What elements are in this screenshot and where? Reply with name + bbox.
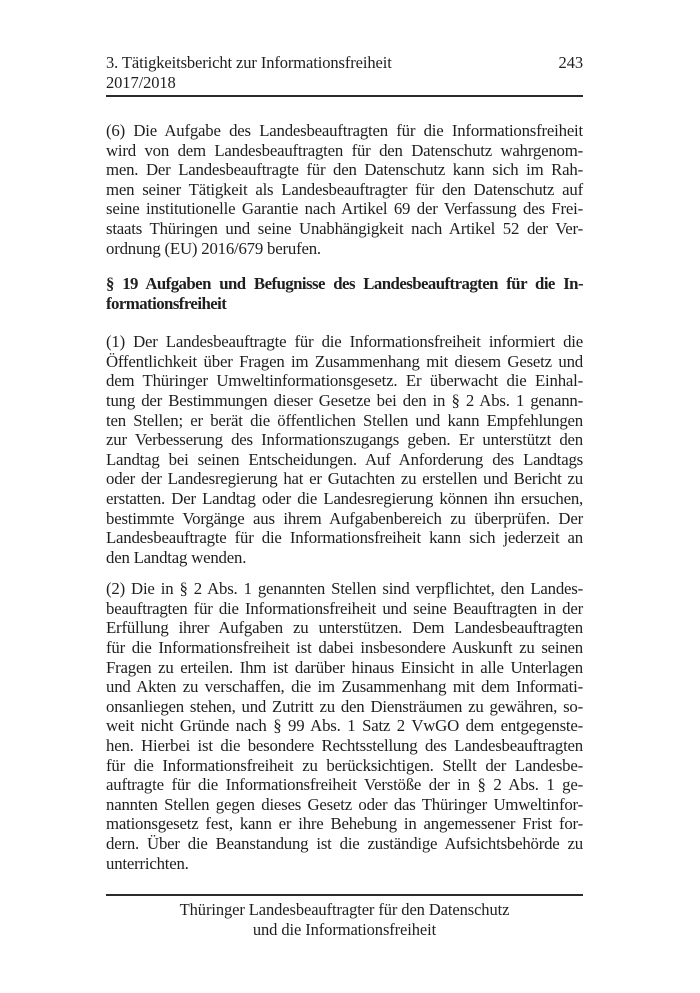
text-line: unterrichten. (106, 853, 189, 873)
text-line: für die Informationsfreiheit ist dabei insbesondere Auskunft zu seinen (106, 638, 583, 658)
text-line: ten Stellen; er berät die öffentlichen Stellen und kann Empfehlungen (106, 410, 583, 430)
text-line: formationsfreiheit (106, 294, 227, 314)
text-line: dern. Über die Beanstandung ist die zuständige Aufsichtsbehörde zu (106, 834, 583, 853)
paragraph-1 (106, 332, 583, 567)
paragraph-6 (106, 121, 583, 258)
text-line: auftragte für die Informationsfreiheit Verstöße der in § 2 Abs. 1 ge- (106, 775, 583, 795)
page-footer (106, 894, 583, 940)
text-line: Fragen zu erteilen. Ihm ist darüber hinaus Einsicht in alle Unterlagen (106, 657, 583, 677)
text-line: tung der Bestimmungen dieser Gesetze bei den in § 2 Abs. 1 genann- (106, 390, 583, 410)
page-number: 243 (558, 53, 583, 72)
text-line: bestimmte Vorgänge aus ihrem Aufgabenbereich zu überprüfen. Der (106, 508, 583, 528)
text-line: Landtag bei seinen Entscheidungen. Auf Anforderung des Landtags (106, 449, 583, 469)
text-line: weit nicht Gründe nach § 99 Abs. 1 Satz 2 VwGO dem entgegenste- (106, 716, 583, 736)
text-line: men seiner Tätigkeit als Landesbeauftragter für den Datenschutz auf (106, 179, 583, 199)
text-line: staats Thüringen und seine Unabhängigkeit nach Artikel 52 der Ver- (106, 218, 583, 238)
text-line: zur Verbesserung des Informationszugangs geben. Er unterstützt den (106, 430, 583, 450)
text-line: (2) Die in § 2 Abs. 1 genannten Stellen sind verpflichtet, den Landes- (106, 579, 583, 599)
text-line: erstatten. Der Landtag oder die Landesregierung können ihn ersuchen, (106, 488, 583, 508)
text-line: für die Informationsfreiheit zu berücksichtigen. Stellt der Landesbe- (106, 755, 583, 775)
text-line: wird von dem Landesbeauftragten für den Datenschutz wahrgenom- (106, 140, 583, 160)
running-title-year: 2017/2018 (106, 73, 176, 92)
text-line: men. Der Landesbeauftragte für den Datenschutz kann sich im Rah- (106, 160, 583, 180)
text-line: seine institutionelle Garantie nach Artikel 69 der Verfassung des Frei- (106, 199, 583, 219)
footer-publisher-line1: Thüringer Landesbeauftragter für den Datenschutz (179, 900, 510, 919)
text-line: hen. Hierbei ist die besondere Rechtsstellung des Landesbeauftragten (106, 736, 583, 756)
header-row (106, 53, 583, 73)
text-line: nannten Stellen gegen dieses Gesetz oder das Thüringer Umweltinfor- (106, 794, 583, 814)
text-line: Landesbeauftragte für die Informationsfreiheit kann sich jederzeit an (106, 528, 583, 548)
text-line: onsanliegen stehen, und Zutritt zu den Diensträumen zu gewähren, so- (106, 696, 583, 716)
text-line: und Akten zu verschaffen, die im Zusammenhang mit dem Informati- (106, 677, 583, 697)
page-header (106, 53, 583, 93)
section-heading (106, 274, 583, 314)
text-line: beauftragten für die Informationsfreiheit und seine Beauftragten in der (106, 598, 583, 618)
text-line: (6) Die Aufgabe des Landesbeauftragten für die Informationsfreiheit (106, 121, 583, 140)
text-line: Öffentlichkeit über Fragen im Zusammenhang mit diesem Gesetz und (106, 351, 583, 371)
text-line: oder der Landesregierung hat er Gutachten zu erstellen und Bericht zu (106, 469, 583, 489)
text-line: mationsgesetz fest, kann er ihre Behebung in angemessener Frist for- (106, 814, 583, 834)
running-title: 3. Tätigkeitsbericht zur Informationsfreiheit (106, 53, 392, 72)
page-body (106, 97, 583, 873)
text-line: (1) Der Landesbeauftragte für die Informationsfreiheit informiert die (106, 332, 583, 352)
text-line: den Landtag wenden. (106, 547, 247, 567)
text-line: dem Thüringer Umweltinformationsgesetz. Er überwacht die Einhal- (106, 371, 583, 391)
text-line: ordnung (EU) 2016/679 berufen. (106, 238, 321, 258)
footer-publisher-line2: und die Informationsfreiheit (252, 920, 437, 939)
text-line: § 19 Aufgaben und Befugnisse des Landesbeauftragten für die In- (106, 274, 583, 294)
text-line: Erfüllung ihrer Aufgaben zu unterstützen. Dem Landesbeauftragten (106, 618, 583, 638)
paragraph-2 (106, 579, 583, 873)
